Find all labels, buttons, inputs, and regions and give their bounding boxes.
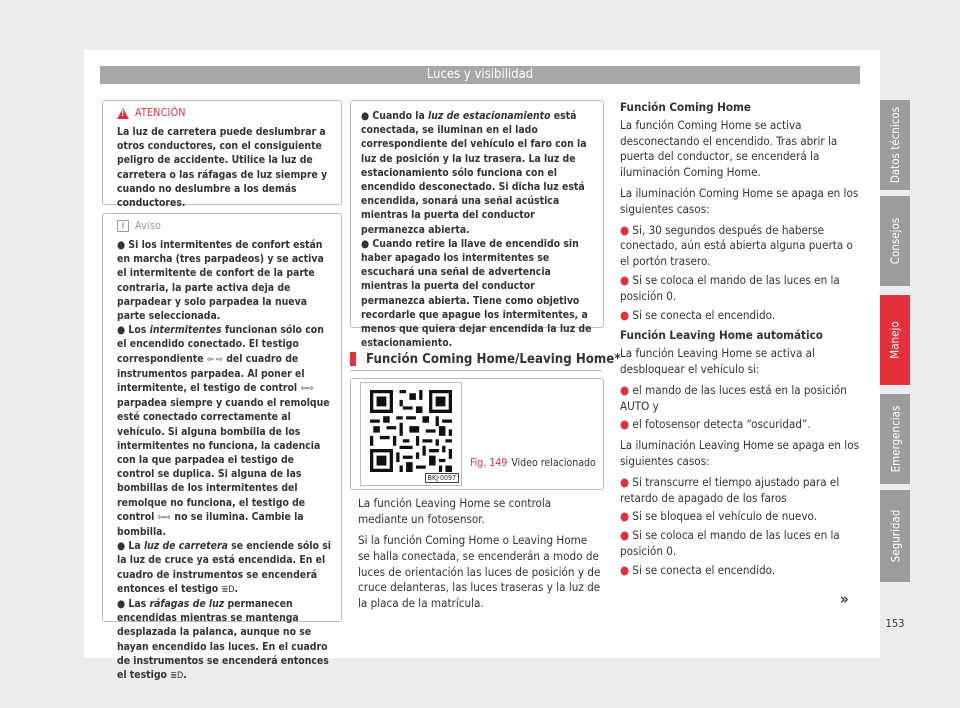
list-item: ● Si se conecta el encendido. — [620, 562, 776, 577]
note-item: ● Las ráfagas de luz permanecen encendidas mientras se mantenga desplazada la palanca, aunque no se hayan encendido las luces. En el cuadro de instrumentos se encenderá entonces el testigo ≣D. — [117, 597, 331, 683]
bullet-list — [620, 223, 860, 324]
qr-code-image[interactable] — [360, 382, 462, 486]
list-item: ● Si, 30 segundos después de haberse conectado, aún está abierta alguna puerta o el portón trasero. — [620, 222, 853, 269]
warning-text: La luz de carretera puede deslumbrar a otros conductores, con el consiguiente peligro de accidente. Utilice la luz de carretera o las ráfagas de luz siempre y cuando no deslumbre a los demás conductores. — [117, 126, 328, 210]
section-title: Función Coming Home/Leaving Home* — [366, 352, 621, 367]
turn-signal-icon: ⇦ ⇨ — [206, 354, 223, 365]
qr-code-icon — [370, 390, 452, 472]
page-header: Luces y visibilidad — [100, 66, 860, 84]
list-item: ● Si transcurre el tiempo ajustado para el retardo de apagado de los faros — [620, 474, 840, 505]
bullet-list — [620, 383, 860, 433]
tab-manejo[interactable]: Manejo — [880, 295, 910, 385]
note-continuation-box — [350, 100, 604, 350]
list-item: ● Si se coloca el mando de las luces en la posición 0. — [620, 272, 840, 303]
subheading-coming-home: Función Coming Home — [620, 100, 752, 114]
bullet-list — [620, 475, 860, 579]
figure-number: Fig. 149 — [470, 457, 508, 469]
warning-title: ATENCIÓN — [135, 107, 186, 119]
high-beam-icon: ≣D — [170, 671, 184, 682]
paragraph: La función Coming Home se activa desconectando el encendido. Tras abrir la puerta del conductor, se encenderá la iluminación Coming Home. — [620, 117, 838, 180]
note-title: Aviso — [135, 220, 162, 232]
info-icon: i — [117, 220, 129, 232]
page-number: 153 — [885, 617, 905, 630]
column-3 — [620, 100, 860, 584]
warning-box — [102, 100, 342, 210]
note-item: ● Los intermitentes funcionan sólo con el encendido conectado. El testigo correspondiente ⇦ ⇨ del cuadro de instrumentos parpadea. Al poner el intermitente, el testigo de control ⇦⇨ parpadea siempre y cuando el remolque esté conectado correctamente al vehículo. Si alguna bombilla de los intermitentes no funciona, la cadencia con la que parpadea el testigo de control se duplica. Si alguna de las bombillas de los intermitentes del remolque no funciona, el testigo de control ⇦⇨ no se ilumina. Cambie la bombilla. — [117, 324, 330, 539]
trailer-signal-icon: ⇦⇨ — [300, 384, 314, 395]
section-divider — [350, 370, 602, 371]
figure-caption: Fig. 149 Video relacionado — [470, 457, 596, 469]
warning-triangle-icon — [117, 108, 129, 119]
paragraph: La iluminación Coming Home se apaga en los siguientes casos: — [620, 185, 859, 216]
paragraph: La iluminación Leaving Home se apaga en los siguientes casos: — [620, 438, 860, 468]
tab-consejos[interactable]: Consejos — [880, 196, 910, 286]
section-marker — [350, 352, 356, 366]
note-box — [102, 213, 342, 682]
note-item: ● Si los intermitentes de confort están en marcha (tres parpadeos) y se activa el intermitente de confort de la parte contraria, la parte activa deja de parpadear y solo parpadea la nueva parte seleccionada. — [117, 239, 324, 323]
note-list — [117, 238, 331, 683]
paragraph: La función Leaving Home se activa al desbloquear el vehículo si: — [620, 346, 815, 376]
continue-arrow-icon: » — [840, 590, 849, 608]
subheading-leaving-home: Función Leaving Home automático — [620, 328, 823, 343]
tab-seguridad[interactable]: Seguridad — [880, 490, 910, 582]
high-beam-icon: ≣D — [221, 584, 235, 595]
note-item: ● La luz de carretera se enciende sólo si la luz de cruce ya está encendida. En el cuadro de instrumentos se encenderá entonces el testigo ≣D. — [117, 539, 331, 597]
paragraph: Si la función Coming Home o Leaving Home se halla conectada, se encenderán a modo de luces de orientación las luces de posición y de cruce delanteras, las luces traseras y la luz de la placa de la matrícula. — [358, 533, 601, 611]
trailer-signal-icon: ⇦⇨ — [157, 512, 172, 523]
list-item: ● el mando de las luces está en la posición AUTO y — [620, 382, 847, 413]
tab-datos-tecnicos[interactable]: Datos técnicos — [880, 100, 910, 190]
figure-code: BKJ-0097 — [425, 473, 459, 483]
paragraph: La función Leaving Home se controla mediante un fotosensor. — [358, 496, 552, 526]
note-item: ● Cuando retire la llave de encendido sin haber apagado los intermitentes se escuchará una señal de advertencia mientras la puerta del conductor permanezca abierta. Tiene como objetivo recordarle que apague los intermitentes, a menos que quiera dejar encendida la luz de estacionamiento. — [361, 237, 592, 350]
tab-emergencias[interactable]: Emergencias — [880, 394, 910, 484]
list-item: ● Si se conecta el encendido. — [620, 307, 776, 322]
list-item: ● Si se bloquea el vehículo de nuevo. — [620, 509, 818, 524]
list-item: ● Si se coloca el mando de las luces en la posición 0. — [620, 528, 840, 558]
list-item: ● el fotosensor detecta “oscuridad”. — [620, 417, 811, 432]
note-item: ● Cuando la luz de estacionamiento está conectada, se iluminan en el lado correspondiente del vehículo el faro con la luz de posición y la luz trasera. La luz de estacionamiento sólo funciona con el encendido desconectado. Si dicha luz está encendida, sonará una señal acústica mientras la puerta del conductor permanezca abierta. — [361, 110, 587, 236]
